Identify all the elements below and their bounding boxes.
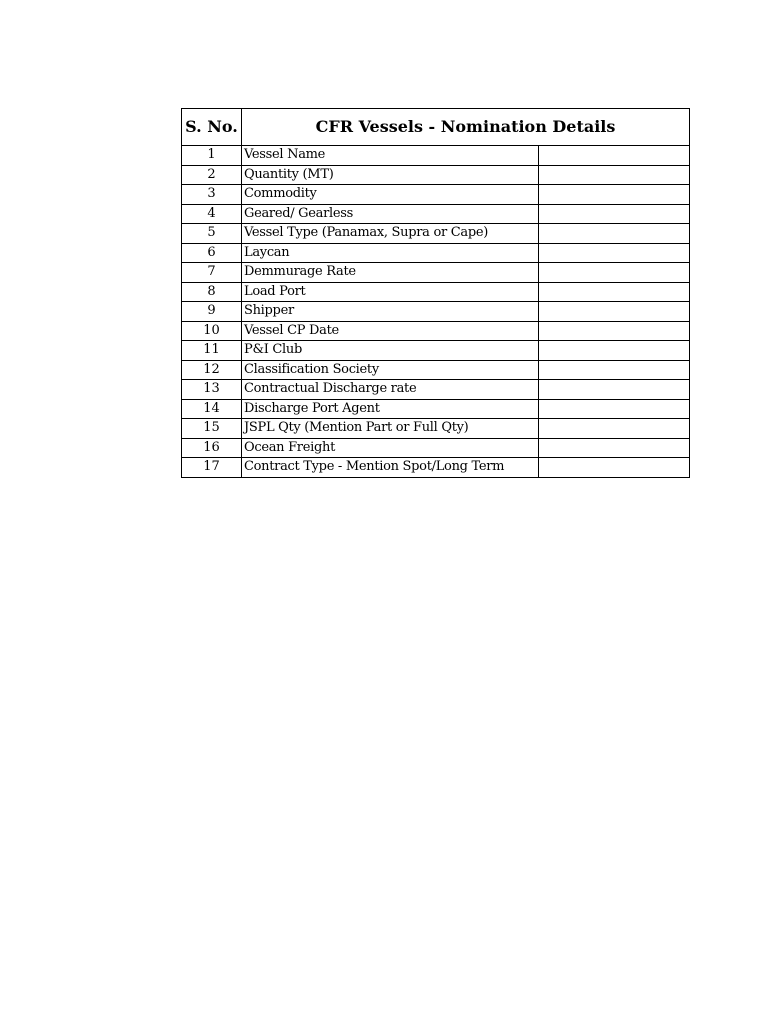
table-row	[182, 380, 690, 400]
row-serial-number: 16	[182, 438, 242, 458]
row-value-cell[interactable]	[539, 419, 690, 439]
table-row	[182, 165, 690, 185]
row-serial-number: 6	[182, 243, 242, 263]
row-serial-number: 7	[182, 263, 242, 283]
row-field-label: Commodity	[242, 185, 539, 205]
row-field-label: Vessel Type (Panamax, Supra or Cape)	[242, 224, 539, 244]
row-value-cell[interactable]	[539, 185, 690, 205]
row-serial-number: 5	[182, 224, 242, 244]
table-row	[182, 438, 690, 458]
row-serial-number: 1	[182, 146, 242, 166]
table-row	[182, 224, 690, 244]
row-serial-number: 9	[182, 302, 242, 322]
table-row	[182, 321, 690, 341]
row-field-label: Contractual Discharge rate	[242, 380, 539, 400]
table-row	[182, 302, 690, 322]
row-serial-number: 12	[182, 360, 242, 380]
row-value-cell[interactable]	[539, 321, 690, 341]
row-serial-number: 13	[182, 380, 242, 400]
row-value-cell[interactable]	[539, 146, 690, 166]
row-value-cell[interactable]	[539, 360, 690, 380]
row-value-cell[interactable]	[539, 438, 690, 458]
header-title: CFR Vessels - Nomination Details	[242, 109, 690, 146]
table-row	[182, 360, 690, 380]
row-field-label: Ocean Freight	[242, 438, 539, 458]
row-serial-number: 15	[182, 419, 242, 439]
row-serial-number: 2	[182, 165, 242, 185]
row-value-cell[interactable]	[539, 282, 690, 302]
row-value-cell[interactable]	[539, 204, 690, 224]
row-value-cell[interactable]	[539, 165, 690, 185]
row-field-label: Shipper	[242, 302, 539, 322]
row-field-label: Geared/ Gearless	[242, 204, 539, 224]
table-row	[182, 458, 690, 478]
row-serial-number: 11	[182, 341, 242, 361]
row-field-label: Classification Society	[242, 360, 539, 380]
table-row	[182, 185, 690, 205]
row-serial-number: 14	[182, 399, 242, 419]
table-row	[182, 282, 690, 302]
row-value-cell[interactable]	[539, 243, 690, 263]
row-field-label: Laycan	[242, 243, 539, 263]
table-row	[182, 146, 690, 166]
table-row	[182, 341, 690, 361]
table-row	[182, 204, 690, 224]
row-field-label: Vessel Name	[242, 146, 539, 166]
row-field-label: Load Port	[242, 282, 539, 302]
row-value-cell[interactable]	[539, 399, 690, 419]
row-value-cell[interactable]	[539, 263, 690, 283]
row-field-label: Quantity (MT)	[242, 165, 539, 185]
header-serial-number: S. No.	[182, 109, 242, 146]
row-field-label: Vessel CP Date	[242, 321, 539, 341]
row-value-cell[interactable]	[539, 458, 690, 478]
table-row	[182, 419, 690, 439]
row-field-label: JSPL Qty (Mention Part or Full Qty)	[242, 419, 539, 439]
table-body	[182, 146, 690, 478]
row-serial-number: 3	[182, 185, 242, 205]
row-serial-number: 17	[182, 458, 242, 478]
row-value-cell[interactable]	[539, 380, 690, 400]
row-field-label: Demmurage Rate	[242, 263, 539, 283]
row-serial-number: 4	[182, 204, 242, 224]
table-row	[182, 263, 690, 283]
row-serial-number: 8	[182, 282, 242, 302]
row-field-label: P&I Club	[242, 341, 539, 361]
row-value-cell[interactable]	[539, 224, 690, 244]
row-field-label: Contract Type - Mention Spot/Long Term	[242, 458, 539, 478]
table-row	[182, 399, 690, 419]
table-row	[182, 243, 690, 263]
table-header-row	[182, 109, 690, 146]
row-value-cell[interactable]	[539, 302, 690, 322]
row-value-cell[interactable]	[539, 341, 690, 361]
nomination-details-table	[181, 108, 690, 478]
row-serial-number: 10	[182, 321, 242, 341]
row-field-label: Discharge Port Agent	[242, 399, 539, 419]
nomination-sheet	[181, 108, 689, 478]
